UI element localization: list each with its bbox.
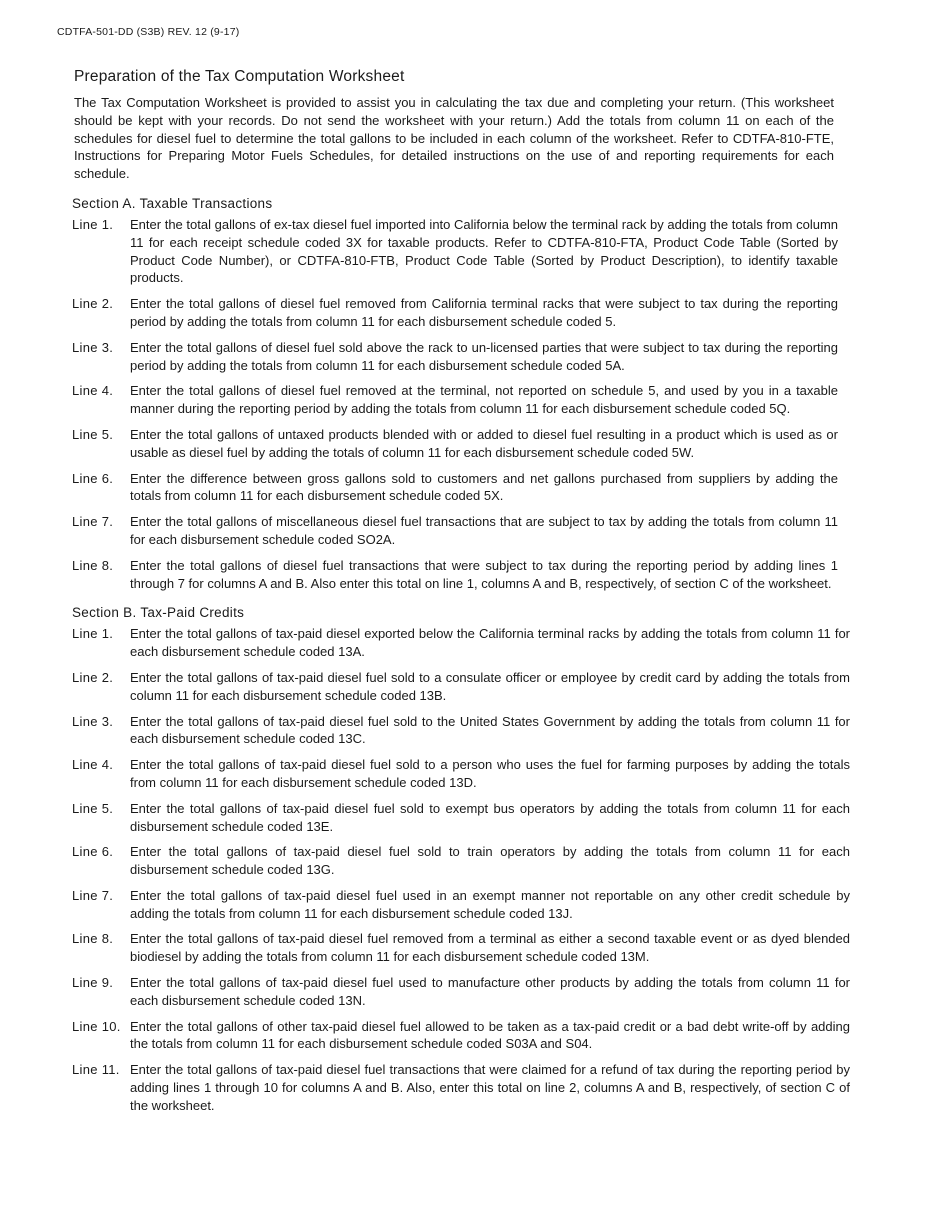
instructions-page [72,68,852,1123]
line-text: Enter the total gallons of tax-paid diesel fuel sold to train operators by adding the totals from column 11 for each disbursement schedule coded 13G. [130,844,850,878]
line-text: Enter the total gallons of tax-paid diesel fuel sold to a person who uses the fuel for farming purposes by adding the totals from column 11 for each disbursement schedule coded 13D. [130,757,850,790]
section-b-line [72,843,852,879]
line-text: Enter the total gallons of miscellaneous diesel fuel transactions that are subject to tax by adding the totals from column 11 for each disbursement schedule coded SO2A. [130,514,838,547]
line-text: Enter the total gallons of ex-tax diesel fuel imported into California below the terminal rack by adding the totals from column 11 for each receipt schedule coded 3X for taxable products. Refer to CDTFA-810-FTA, Product Code Table (Sorted by Product Code Number), or CDTFA-810-FTB, Product Code Table (Sorted by Product Description), to identify taxable products. [130,216,838,286]
line-text: Enter the total gallons of tax-paid diesel fuel used to manufacture other products by adding the totals from column 11 for each disbursement schedule coded 13N. [130,975,850,1008]
line-text: Enter the total gallons of other tax-paid diesel fuel allowed to be taken as a tax-paid credit or a bad debt write-off by adding the totals from column 11 for each disbursement schedule coded S03A and S04. [130,1018,850,1052]
section-a-line [72,426,852,462]
line-label: Line 5. [72,800,114,816]
line-label: Line 10. [72,1018,121,1034]
line-text: Enter the total gallons of tax-paid diesel fuel sold to a consulate officer or employee by credit card by adding the totals from column 11 for each disbursement schedule coded 13B. [130,669,850,703]
section-a-line [72,470,852,506]
line-label: Line 8. [72,931,114,947]
section-a-heading: Section A. Taxable Transactions [72,195,273,211]
section-a-line [72,216,852,287]
line-label: Line 7. [72,887,114,903]
section-b-line [72,974,852,1010]
line-label: Line 3. [72,713,114,729]
section-b-line [72,756,852,792]
line-label: Line 4. [72,757,114,773]
line-label: Line 11. [72,1062,120,1078]
line-label: Line 2. [72,669,114,685]
line-text: Enter the total gallons of tax-paid diesel fuel used in an exempt manner not reportable on any other credit schedule by adding the totals from column 11 for each disbursement schedule coded 13J. [130,887,850,921]
section-a-line [72,513,852,549]
line-label: Line 2. [72,296,114,312]
line-text: Enter the total gallons of diesel fuel removed from California terminal racks that were subject to tax during the reporting period by adding the totals from column 11 for each disbursement schedule coded 5. [130,296,838,329]
line-text: Enter the total gallons of tax-paid diesel fuel sold to the United States Government by adding the totals from column 11 for each disbursement schedule coded 13C. [130,713,850,747]
line-label: Line 3. [72,339,114,355]
form-identifier: CDTFA-501-DD (S3B) REV. 12 (9-17) [57,26,240,38]
line-text: Enter the difference between gross gallons sold to customers and net gallons purchased from suppliers by adding the totals from column 11 for each disbursement schedule coded 5X. [130,470,838,504]
line-label: Line 1. [72,216,114,232]
section-b-line [72,625,852,661]
line-label: Line 5. [72,426,114,442]
section-a-line [72,382,852,418]
section-b-line [72,1061,852,1114]
line-label: Line 8. [72,557,114,573]
line-label: Line 1. [72,626,114,642]
section-b-line [72,930,852,966]
line-label: Line 6. [72,470,114,486]
section-b-line [72,887,852,923]
page-title: Preparation of the Tax Computation Worksheet [74,68,405,85]
line-text: Enter the total gallons of diesel fuel transactions that were subject to tax during the reporting period by adding lines 1 through 7 for columns A and B. Also enter this total on line 1, columns A and B, respectively, of section C of the worksheet. [130,557,838,591]
line-text: Enter the total gallons of tax-paid diesel fuel transactions that were claimed for a refund of tax during the reporting period by adding lines 1 through 10 for columns A and B. Also, enter this total on line 2, columns A and B, respectively, of section C of the worksheet. [130,1062,850,1113]
line-text: Enter the total gallons of tax-paid diesel exported below the California terminal racks by adding the totals from column 11 for each disbursement schedule coded 13A. [130,626,850,660]
line-label: Line 9. [72,975,114,991]
section-b [72,605,852,1114]
section-b-line [72,1018,852,1054]
line-text: Enter the total gallons of diesel fuel removed at the terminal, not reported on schedule 5, and used by you in a taxable manner during the reporting period by adding the totals from column 11 for each disbursement schedule coded 5Q. [130,383,838,417]
section-b-line [72,800,852,836]
line-label: Line 7. [72,514,114,530]
line-text: Enter the total gallons of diesel fuel sold above the rack to un-licensed parties that were subject to tax during the reporting period by adding the totals from column 11 for each disbursement schedule coded 5A. [130,339,838,373]
line-text: Enter the total gallons of untaxed products blended with or added to diesel fuel resulting in a product which is used as or usable as diesel fuel by adding the totals of column 11 for each disbursement schedule coded 5W. [130,426,838,460]
section-a [72,196,852,592]
line-text: Enter the total gallons of tax-paid diesel fuel removed from a terminal as either a second taxable event or as dyed blended biodiesel by adding the totals from column 11 for each disbursement schedule coded 13M. [130,931,850,965]
section-a-line [72,557,852,593]
section-a-line [72,339,852,375]
section-b-heading: Section B. Tax-Paid Credits [72,605,245,621]
line-label: Line 4. [72,383,114,399]
intro-paragraph: The Tax Computation Worksheet is provided to assist you in calculating the tax due and completing your return. (This worksheet should be kept with your records. Do not send the worksheet with your return.) Add the totals from column 11 on each of the schedules for diesel fuel to determine the total gallons to be included in each column of the worksheet. Refer to CDTFA-810-FTE, Instructions for Preparing Motor Fuels Schedules, for detailed instructions on the use of and reporting requirements for each schedule. [74,95,834,182]
section-b-line [72,669,852,705]
section-a-line [72,295,852,331]
line-label: Line 6. [72,844,114,860]
line-text: Enter the total gallons of tax-paid diesel fuel sold to exempt bus operators by adding the totals from column 11 for each disbursement schedule coded 13E. [130,800,850,834]
section-b-line [72,713,852,749]
